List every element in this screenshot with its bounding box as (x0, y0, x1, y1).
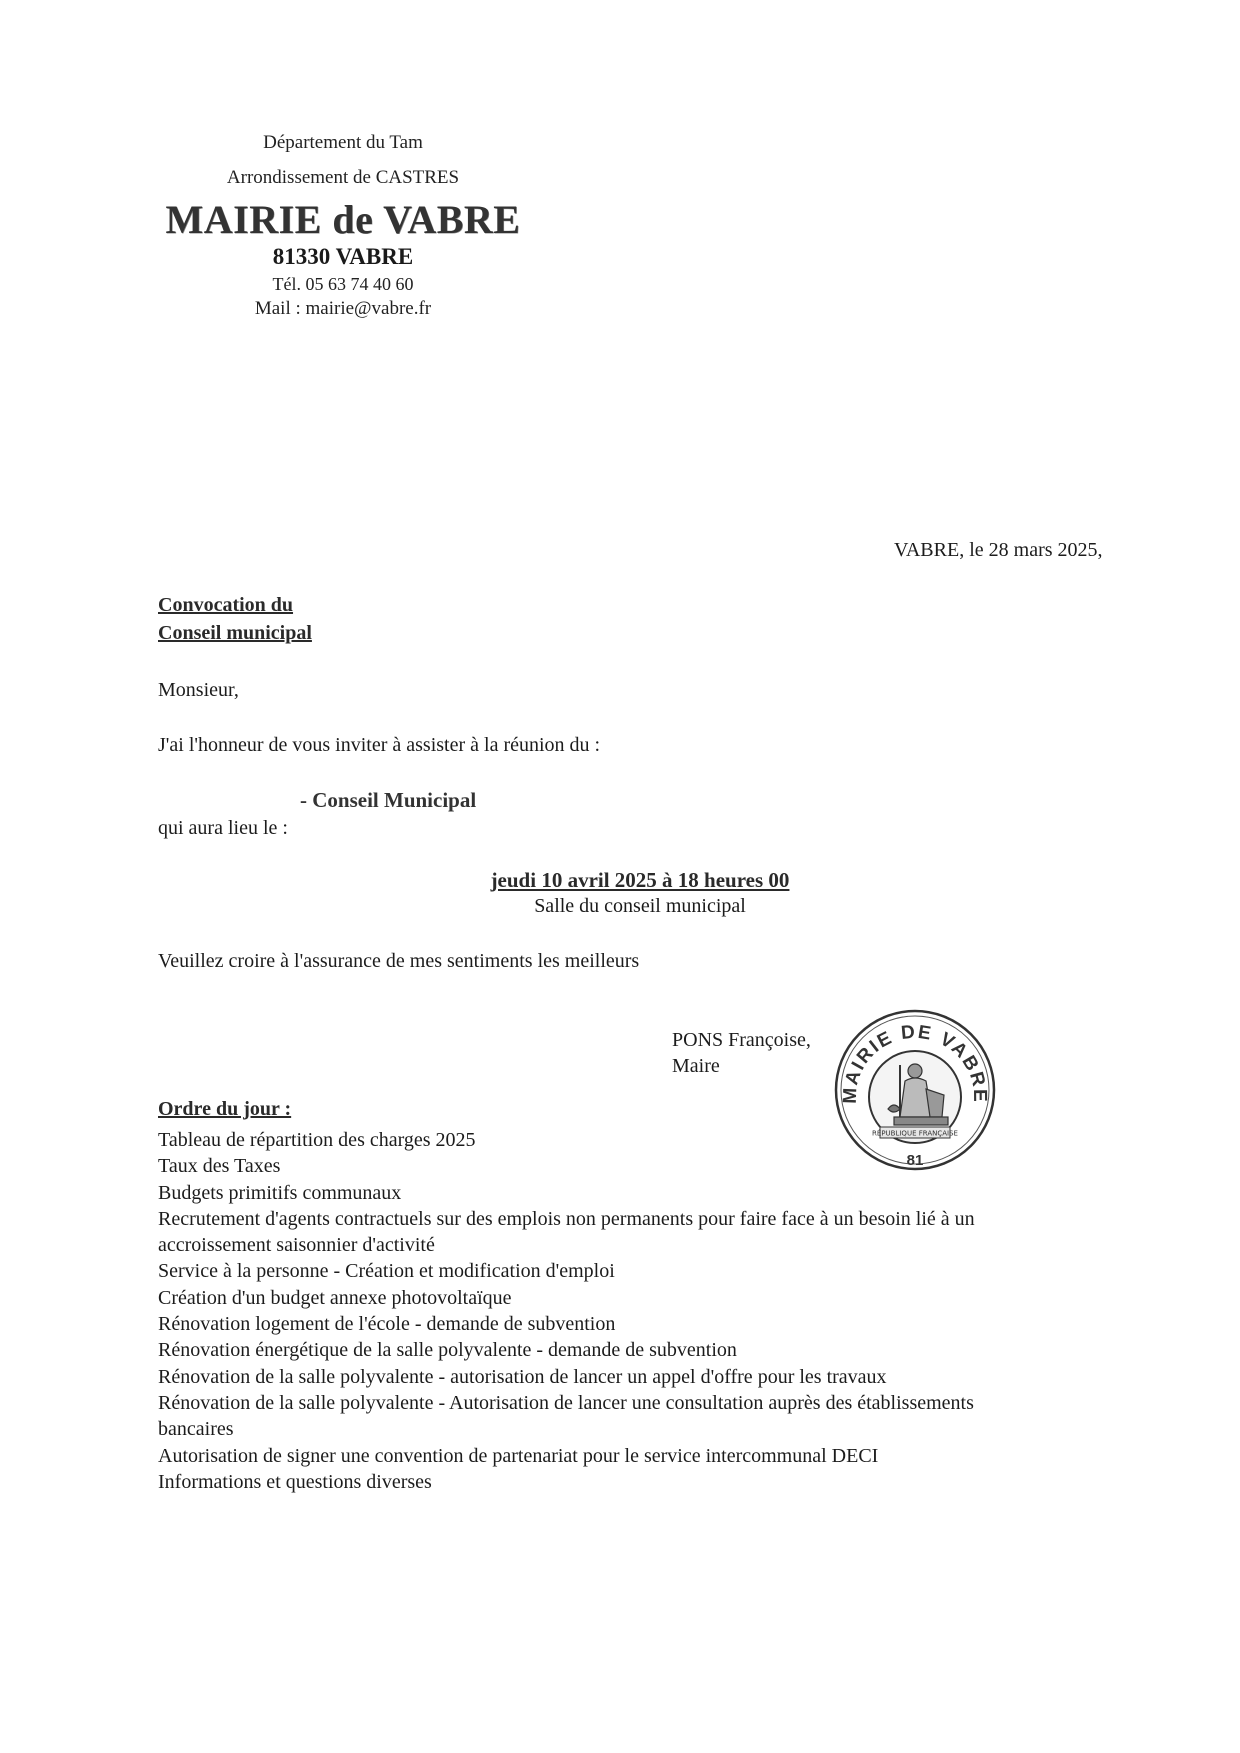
agenda-list (158, 1127, 1088, 1495)
stamp-banner: RÉPUBLIQUE FRANÇAISE (872, 1129, 958, 1138)
agenda-item: Recrutement d'agents contractuels sur des emplois non permanents pour faire face à un besoin lié à un (158, 1207, 975, 1230)
department: Département du Tam (263, 132, 423, 153)
agenda-item: Rénovation énergétique de la salle polyvalente - demande de subvention (158, 1339, 737, 1362)
meeting-place: Salle du conseil municipal (534, 895, 746, 917)
agenda-item: Informations et questions diverses (158, 1470, 432, 1493)
signatory-title: Maire (672, 1055, 720, 1077)
agenda-item: Rénovation de la salle polyvalente - Autorisation de lancer une consultation auprès des établissements (158, 1391, 974, 1414)
phone: Tél. 05 63 74 40 60 (272, 274, 414, 294)
mail: Mail : mairie@vabre.fr (254, 298, 432, 319)
agenda-item: bancaires (158, 1418, 234, 1441)
signatory-name: PONS Françoise, (672, 1029, 811, 1051)
agenda-heading: Ordre du jour : (158, 1098, 292, 1120)
stamp-arc-text: MAIRIE DE VABRE (839, 1021, 991, 1105)
stamp-number: 81 (906, 1152, 924, 1169)
subject-line-1: Convocation du (158, 594, 294, 616)
agenda-item: Rénovation logement de l'école - demande de subvention (158, 1313, 616, 1336)
council-name: - Conseil Municipal (300, 788, 477, 812)
location-intro: qui aura lieu le : (158, 817, 288, 839)
agenda-item: Tableau de répartition des charges 2025 (158, 1129, 476, 1151)
date-line: VABRE, le 28 mars 2025, (894, 539, 1103, 561)
agenda-item: Autorisation de signer une convention de partenariat pour le service intercommunal DECI (158, 1444, 879, 1467)
agenda-item: Service à la personne - Création et modification d'emploi (158, 1260, 615, 1283)
closing-formula: Veuillez croire à l'assurance de mes sentiments les meilleurs (158, 950, 640, 972)
postcode-city: 81330 VABRE (272, 244, 414, 269)
intro-paragraph: J'ai l'honneur de vous inviter à assister à la réunion du : (158, 734, 601, 756)
salutation: Monsieur, (158, 679, 239, 701)
subject-line-2: Conseil municipal (158, 622, 312, 644)
agenda-item: accroissement saisonnier d'activité (158, 1234, 435, 1257)
agenda-item: Création d'un budget annexe photovoltaïque (158, 1286, 512, 1309)
agenda-item: Rénovation de la salle polyvalente - autorisation de lancer un appel d'offre pour les travaux (158, 1365, 887, 1388)
agenda-item: Taux des Taxes (158, 1155, 281, 1178)
agenda-item: Budgets primitifs communaux (158, 1181, 402, 1204)
mairie-title: MAIRIE de VABRE (165, 197, 521, 242)
meeting-date-time: jeudi 10 avril 2025 à 18 heures 00 (490, 868, 790, 892)
arrondissement: Arrondissement de CASTRES (226, 167, 460, 188)
